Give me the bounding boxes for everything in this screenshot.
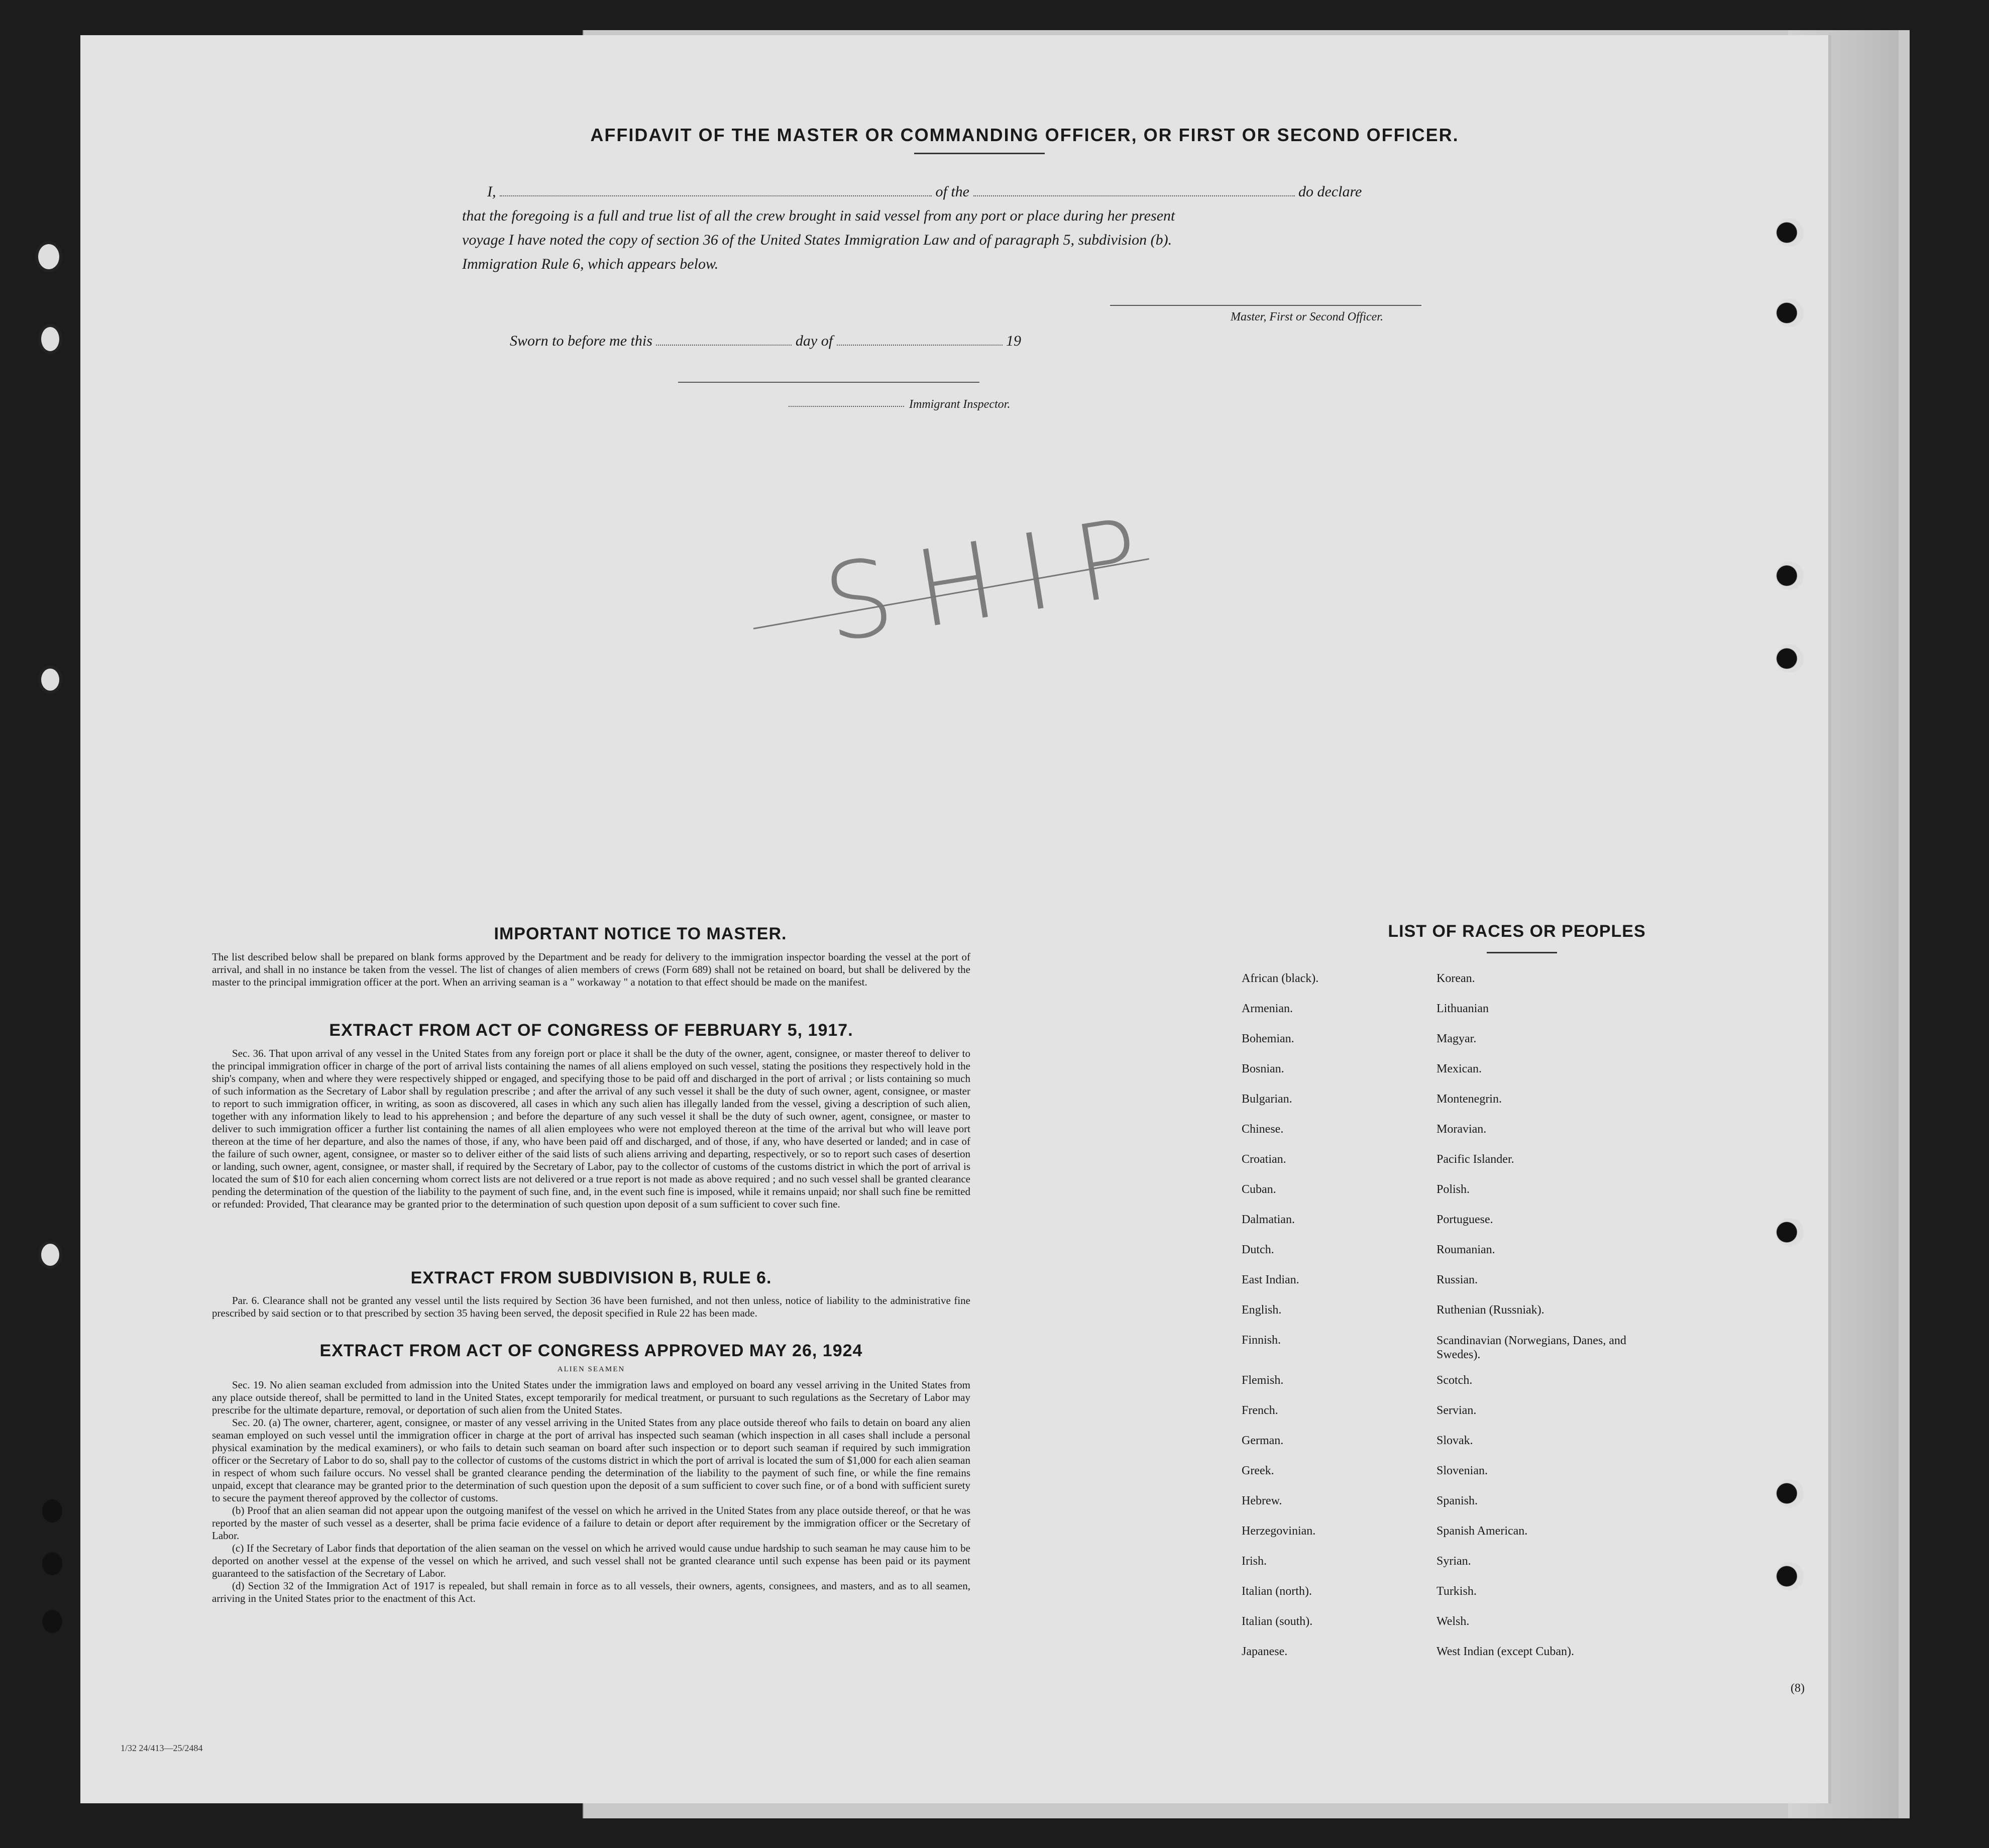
race-item: Bulgarian. xyxy=(1242,1093,1292,1106)
sec19: Sec. 19. No alien seaman excluded from admission into the United States under the immigration laws and employed on board any vessel arriving in the United States from any place outside thereof, shall be permitted to land in the United States, except temporarily for medical treatment, or pursuant to such regulations as the Secretary of Labor may prescribe for the ultimate departure, removal, or deportation of such alien from the United States. xyxy=(212,1379,970,1416)
affidavit-line-1 xyxy=(462,180,1542,204)
extract-1924-body xyxy=(212,1379,970,1605)
race-item: Greek. xyxy=(1242,1464,1274,1477)
race-item: Moravian. xyxy=(1437,1123,1487,1136)
year-text: 19 xyxy=(1006,333,1022,349)
binder-hole-icon xyxy=(1776,299,1804,327)
race-item: Ruthenian (Russniak). xyxy=(1437,1303,1544,1317)
race-item: French. xyxy=(1242,1404,1278,1417)
races-title: LIST OF RACES OR PEOPLES xyxy=(1388,922,1646,941)
affidavit-i: I, xyxy=(487,183,496,200)
sworn-text: Sworn to before me this xyxy=(510,333,652,349)
handwritten-ship: SHIP xyxy=(816,491,1173,667)
binder-hole-icon xyxy=(38,1241,62,1269)
binder-hole-icon xyxy=(42,1610,62,1633)
inspector-caption: Immigrant Inspector. xyxy=(909,398,1011,411)
extract-1917-body: Sec. 36. That upon arrival of any vessel in the United States from any foreign port or place it shall be the duty of the owner, agent, consignee, or master thereof to deliver to the principal immigration officer in charge of the port of arrival lists containing the names of all aliens employed on such vessel, stating the positions they respectively hold in the ship's company, when and where they were respectively shipped or engaged, and specifying those to be paid off and discharged in the port of arrival ; or lists containing so much of such information as the Secretary of Labor shall by regulation prescribe ; and after the arrival of any such vessel it shall be the duty of such owner, agent, consignee, or master to report to such immigration officer, in writing, as soon as discovered, all cases in which any such alien has illegally landed from the vessel, giving a description of such alien, together with any information likely to lead to his apprehension ; and before the departure of any such vessel it shall be the duty of such owner, agent, consignee, or master to deliver to such immigration officer a further list containing the names of all alien employees who were not employed thereon at the time of the arrival but who will leave port thereon at the time of her departure, and also the names of those, if any, who have been paid off and discharged, and of those, if any, who have deserted or landed; and in case of the failure of such owner, agent, consignee, or master so to deliver either of the said lists of such aliens arriving and departing, respectively, or so to report such cases of desertion or landing, such owner, agent, consignee, or master shall, if required by the Secretary of Labor, pay to the collector of customs of the customs district in which the port of arrival is located the sum of $10 for each alien concerning whom correct lists are not delivered or a true report is not made as above required ; and no such vessel shall be granted clearance pending the determination of the question of the liability to the payment of such fine, and, in the event such fine is imposed, while it remains unpaid; nor shall such fine be remitted or refunded: Provided, That clearance may be granted prior to the determination of such question upon deposit of a sum sufficient to cover such fine. xyxy=(212,1047,970,1210)
page-number: (8) xyxy=(1791,1682,1805,1695)
race-item: Magyar. xyxy=(1437,1032,1477,1045)
extract-1917-title: EXTRACT FROM ACT OF CONGRESS OF FEBRUARY 5, 1917. xyxy=(329,1021,853,1040)
binder-hole-icon xyxy=(1776,1479,1804,1507)
name-blank[interactable] xyxy=(500,181,932,196)
binder-hole-icon xyxy=(42,1552,62,1575)
race-item: Spanish American. xyxy=(1437,1525,1528,1538)
binder-hole-icon xyxy=(38,324,62,354)
race-item: Irish. xyxy=(1242,1555,1267,1568)
race-item: Cuban. xyxy=(1242,1183,1276,1196)
day-of-text: day of xyxy=(795,333,833,349)
notice-body: The list described below shall be prepared on blank forms approved by the Department and be ready for delivery to the immigration inspector boarding the vessel at the port of arrival, and shall in no instance be taken from the vessel. The list of changes of alien members of crews (Form 689) shall not be retained on board, but shall be delivered by the master to the principal immigration officer at the port. When an arriving seaman is a " workaway " a notation to that effect should be made on the manifest. xyxy=(212,951,970,988)
print-stamp: 1/32 24/413—25/2484 xyxy=(121,1743,203,1753)
race-item: Hebrew. xyxy=(1242,1494,1282,1507)
sec20d: (d) Section 32 of the Immigration Act of 1917 is repealed, but shall remain in force as to all vessels, their owners, agents, consignees, and masters, and as to all seamen, arriving in the United States prior to the enactment of this Act. xyxy=(212,1580,970,1604)
affidavit-line-3: voyage I have noted the copy of section 36 of the United States Immigration Law and of paragraph 5, subdivision (b). xyxy=(462,232,1172,248)
race-item: Armenian. xyxy=(1242,1002,1293,1015)
race-item: Lithuanian xyxy=(1437,1002,1489,1015)
race-item: Mexican. xyxy=(1437,1062,1482,1075)
inspector-signature-line[interactable] xyxy=(678,382,979,383)
inspector-dotted-line xyxy=(789,406,904,407)
race-item: Italian (south). xyxy=(1242,1615,1313,1628)
binder-hole-icon xyxy=(1776,1218,1804,1246)
sec20c: (c) If the Secretary of Labor finds that deportation of the alien seaman on the vessel on which he arrived would cause undue hardship to such seaman he may cause him to be deported on another vessel at the expense of the vessel on which he arrived, and such vessel shall not be granted clearance until such expense has been paid or its payment guaranteed to the satisfaction of the Secretary of Labor. xyxy=(212,1542,970,1579)
binder-hole-icon xyxy=(42,1499,62,1523)
sec20b: (b) Proof that an alien seaman did not appear upon the outgoing manifest of the vessel on which he arrived in the United States from any place outside thereof, or that he was reported by the master of such vessel as a deserter, shall be prima facie evidence of a failure to detain or deport after requirement by the immigration officer or the Secretary of Labor. xyxy=(212,1504,970,1542)
race-item: Spanish. xyxy=(1437,1494,1478,1507)
race-item: Japanese. xyxy=(1242,1645,1288,1658)
binder-hole-icon xyxy=(1776,562,1804,590)
document-page xyxy=(80,35,1828,1803)
race-item: Russian. xyxy=(1437,1273,1478,1286)
race-item: Italian (north). xyxy=(1242,1585,1312,1598)
races-right-column xyxy=(1437,972,1718,1705)
race-item: Dalmatian. xyxy=(1242,1213,1295,1226)
extract-1924-subtitle: ALIEN SEAMEN xyxy=(557,1365,625,1373)
race-item: Welsh. xyxy=(1437,1615,1470,1628)
affidavit-line-4: Immigration Rule 6, which appears below. xyxy=(462,256,719,272)
affidavit-of-the: of the xyxy=(935,183,969,200)
notice-title: IMPORTANT NOTICE TO MASTER. xyxy=(494,924,787,943)
sworn-day-blank[interactable] xyxy=(656,331,792,346)
race-item: Montenegrin. xyxy=(1437,1093,1502,1106)
race-item: Chinese. xyxy=(1242,1123,1284,1136)
race-item: Turkish. xyxy=(1437,1585,1477,1598)
race-item: Slovenian. xyxy=(1437,1464,1488,1477)
sworn-month-blank[interactable] xyxy=(837,331,1003,346)
race-item: Scandinavian (Norwegians, Danes, and Swedes). xyxy=(1437,1334,1626,1361)
affidavit-line-2: that the foregoing is a full and true list of all the crew brought in said vessel from any port or place during her present xyxy=(462,207,1175,224)
race-item: Pacific Islander. xyxy=(1437,1153,1514,1166)
race-item: Slovak. xyxy=(1437,1434,1473,1447)
race-item: Roumanian. xyxy=(1437,1243,1495,1256)
affidavit-declare: do declare xyxy=(1298,183,1362,200)
race-item: Scotch. xyxy=(1437,1374,1473,1387)
race-item: Servian. xyxy=(1437,1404,1477,1417)
affidavit-body xyxy=(462,180,1542,276)
binder-hole-icon xyxy=(1776,1562,1804,1590)
race-item: Korean. xyxy=(1437,972,1475,985)
race-item: West Indian (except Cuban). xyxy=(1437,1645,1574,1658)
race-item: Croatian. xyxy=(1242,1153,1286,1166)
race-item: Portuguese. xyxy=(1437,1213,1493,1226)
race-item: Finnish. xyxy=(1242,1334,1281,1347)
race-item: German. xyxy=(1242,1434,1284,1447)
affidavit-title: AFFIDAVIT OF THE MASTER OR COMMANDING OFFICER, OR FIRST OR SECOND OFFICER. xyxy=(590,125,1459,145)
rule6-body: Par. 6. Clearance shall not be granted any vessel until the lists required by Section 36 have been furnished, and not then unless, notice of liability to the administrative fine prescribed by said section or to that prescribed by section 35 having been served, the deposit specified in Rule 22 has been made. xyxy=(212,1294,970,1319)
race-item: Syrian. xyxy=(1437,1555,1471,1568)
race-item: Polish. xyxy=(1437,1183,1470,1196)
title-rule xyxy=(914,153,1045,154)
vessel-blank[interactable] xyxy=(973,181,1295,196)
race-item: African (black). xyxy=(1242,972,1319,985)
rule6-title: EXTRACT FROM SUBDIVISION B, RULE 6. xyxy=(410,1268,772,1287)
race-item: Bohemian. xyxy=(1242,1032,1294,1045)
binder-hole-icon xyxy=(38,666,62,694)
sec20a: Sec. 20. (a) The owner, charterer, agent, consignee, or master of any vessel arriving in the United States from any place outside thereof who fails to detain on board any alien seaman employed on such vessel until the immigration officer in charge at the port of arrival has inspected such seaman (which inspection in all cases shall include a personal physical examination by the medical examiners), or who fails to detain such seaman on board after such inspection or to deport such seaman if required by such immigration officer or the Secretary of Labor to do so, shall pay to the collector of customs of the customs district in which the port of arrival is located the sum of $1,000 for each alien seaman in respect of whom such failure occurs. No vessel shall be granted clearance pending the determination of the liability to the payment of such fine, or while the fine remains unpaid, except that clearance may be granted prior to the determination of such question upon the deposit of a sum sufficient to cover such fine, or of a bond with sufficient surety to secure the payment thereof approved by the collector of customs. xyxy=(212,1417,970,1504)
races-rule xyxy=(1487,952,1557,953)
races-left-column xyxy=(1242,972,1453,1705)
race-item: Herzegovinian. xyxy=(1242,1525,1316,1538)
extract-1924-title: EXTRACT FROM ACT OF CONGRESS APPROVED MAY 26, 1924 xyxy=(319,1341,863,1360)
race-item: Bosnian. xyxy=(1242,1062,1284,1075)
race-item: East Indian. xyxy=(1242,1273,1299,1286)
race-item: English. xyxy=(1242,1303,1282,1317)
race-item: Dutch. xyxy=(1242,1243,1274,1256)
sworn-line xyxy=(510,331,1021,350)
race-item: Flemish. xyxy=(1242,1374,1284,1387)
binder-hole-icon xyxy=(1776,219,1804,247)
master-caption: Master, First or Second Officer. xyxy=(1231,310,1383,323)
binder-hole-icon xyxy=(35,241,62,272)
binder-hole-icon xyxy=(1776,644,1804,673)
master-signature-line[interactable] xyxy=(1110,305,1421,306)
